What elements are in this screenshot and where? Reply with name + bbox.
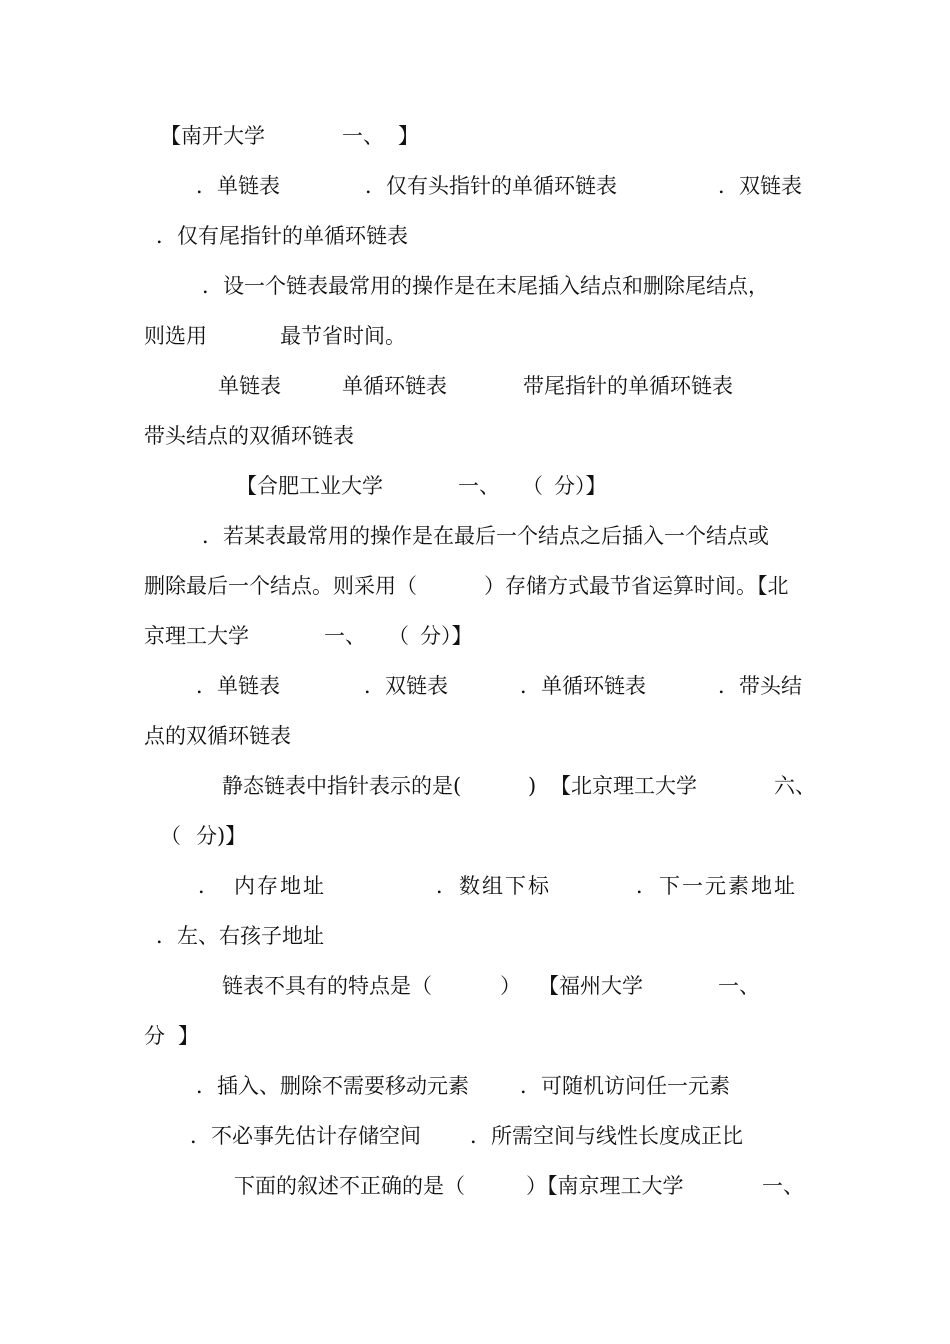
option-a-marker: ． xyxy=(198,874,221,898)
question-text: ） xyxy=(500,974,521,998)
source-score: 分）】 xyxy=(420,624,473,648)
question-line xyxy=(0,1172,804,1312)
option-a: 内存地址 xyxy=(234,874,326,898)
source-question-number: 一、 xyxy=(762,1174,804,1198)
source-question-number: 一、 xyxy=(458,474,500,498)
question-text: ) xyxy=(528,774,537,798)
source-school: 【北京理工大学 xyxy=(550,774,697,798)
question-text: 静态链表中指针表示的是( xyxy=(222,774,462,798)
source-paren: （ xyxy=(522,474,543,498)
question-text: ．设一个链表最常用的操作是在末尾插入结点和删除尾结点， xyxy=(202,274,769,298)
option-b: ．双链表 xyxy=(364,674,448,698)
question-text: 下面的叙述不正确的是（ xyxy=(234,1174,465,1198)
question-text: 则选用 xyxy=(144,324,207,348)
source-question-number: 一、 xyxy=(718,974,760,998)
source-paren: （ xyxy=(388,624,409,648)
source-question-number: 一、 xyxy=(342,124,384,148)
source-score: 分）】 xyxy=(554,474,607,498)
option-b: ．可随机访问任一元素 xyxy=(520,1074,730,1098)
question-text: ．若某表最常用的操作是在最后一个结点之后插入一个结点或 xyxy=(202,524,769,548)
option-b: 单循环链表 xyxy=(342,374,447,398)
question-text: 删除最后一个结点。则采用（ xyxy=(144,574,417,598)
option-a: ．单链表 xyxy=(196,174,280,198)
option-c: ．不必事先估计存储空间 xyxy=(190,1124,421,1148)
option-d-continued: 点的双循环链表 xyxy=(144,724,291,748)
option-c: ．单循环链表 xyxy=(520,674,646,698)
option-b: ．仅有头指针的单循环链表 xyxy=(365,174,617,198)
option-a: 单链表 xyxy=(218,374,281,398)
option-b: ．数组下标 xyxy=(436,874,551,898)
option-d: ．左、右孩子地址 xyxy=(156,924,324,948)
source-score: 分 xyxy=(144,1024,165,1048)
source-question-number: 一、 xyxy=(324,624,366,648)
source-question-number: 六、 xyxy=(774,774,816,798)
option-c: 带尾指针的单循环链表 xyxy=(523,374,733,398)
source-school: 【合肥工业大学 xyxy=(236,474,383,498)
source-bracket: 】 xyxy=(398,124,419,148)
source-school: 【南开大学 xyxy=(160,124,265,148)
option-d: ．所需空间与线性长度成正比 xyxy=(470,1124,743,1148)
option-a: ．插入、删除不需要移动元素 xyxy=(196,1074,469,1098)
question-text: ）存储方式最节省运算时间。【北 xyxy=(484,574,789,598)
option-a: ．单链表 xyxy=(196,674,280,698)
option-d: ．带头结 xyxy=(718,674,802,698)
source-paren: （ xyxy=(160,824,181,848)
question-text: 链表不具有的特点是（ xyxy=(222,974,432,998)
option-c: ．双链表 xyxy=(718,174,802,198)
option-c: ．下一元素地址 xyxy=(636,874,797,898)
source-school: ）【南京理工大学 xyxy=(526,1174,684,1198)
source-school: 京理工大学 xyxy=(144,624,249,648)
option-d: ．仅有尾指针的单循环链表 xyxy=(156,224,408,248)
source-score: 分)】 xyxy=(196,824,247,848)
option-d: 带头结点的双循环链表 xyxy=(144,424,354,448)
question-text: 最节省时间。 xyxy=(280,324,406,348)
source-school: 【福州大学 xyxy=(538,974,643,998)
source-bracket: 】 xyxy=(178,1024,199,1048)
